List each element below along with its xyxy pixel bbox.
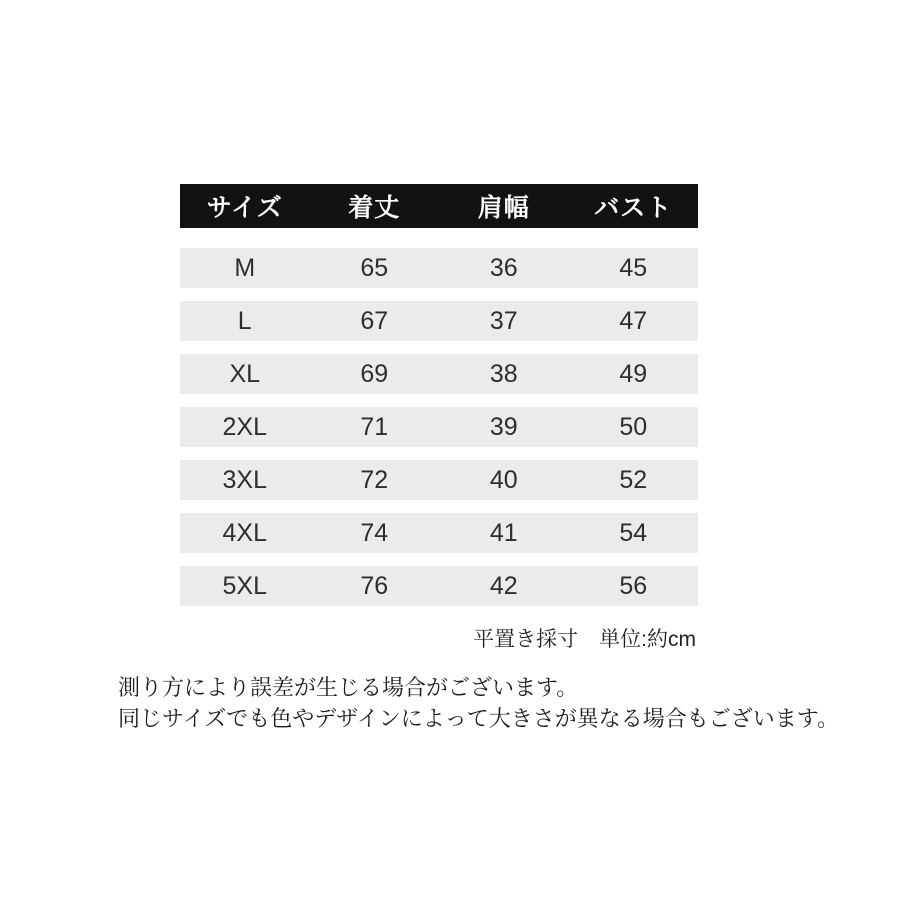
table-row <box>180 301 698 341</box>
disclaimer-text <box>118 672 839 734</box>
column-header-size: サイズ <box>206 194 283 222</box>
cell-size: M <box>234 253 256 282</box>
disclaimer-line-2: 同じサイズでも色やデザインによって大きさが異なる場合もございます。 <box>118 706 839 731</box>
table-row <box>180 460 698 500</box>
cell-length: 65 <box>360 253 389 282</box>
cell-size: L <box>237 306 252 335</box>
cell-size: 2XL <box>222 412 267 441</box>
cell-length: 74 <box>360 518 389 547</box>
size-chart-table <box>180 184 698 653</box>
cell-size: 5XL <box>222 571 267 600</box>
cell-shoulder: 40 <box>489 465 518 494</box>
cell-shoulder: 38 <box>489 359 518 388</box>
cell-shoulder: 42 <box>489 571 518 600</box>
cell-bust: 45 <box>619 253 648 282</box>
cell-length: 72 <box>360 465 389 494</box>
column-header-shoulder: 肩幅 <box>477 194 530 222</box>
column-header-length: 着丈 <box>348 194 401 222</box>
disclaimer-line-1: 測り方により誤差が生じる場合がございます。 <box>118 675 579 700</box>
table-header-row <box>180 184 698 228</box>
cell-bust: 54 <box>619 518 648 547</box>
cell-shoulder: 41 <box>489 518 518 547</box>
column-header-bust: バスト <box>594 194 673 222</box>
measurement-unit-note: 平置き採寸 単位:約cm <box>473 628 696 651</box>
cell-length: 76 <box>360 571 389 600</box>
cell-length: 67 <box>360 306 389 335</box>
cell-size: 3XL <box>222 465 267 494</box>
cell-shoulder: 37 <box>489 306 518 335</box>
cell-length: 69 <box>360 359 389 388</box>
cell-bust: 47 <box>619 306 648 335</box>
cell-bust: 52 <box>619 465 648 494</box>
table-body <box>180 248 698 606</box>
table-row <box>180 354 698 394</box>
table-row <box>180 248 698 288</box>
table-row <box>180 566 698 606</box>
table-row <box>180 513 698 553</box>
cell-bust: 49 <box>619 359 648 388</box>
table-row <box>180 407 698 447</box>
cell-length: 71 <box>360 412 389 441</box>
cell-bust: 56 <box>619 571 648 600</box>
cell-shoulder: 36 <box>489 253 518 282</box>
cell-size: XL <box>229 359 261 388</box>
cell-bust: 50 <box>619 412 648 441</box>
cell-shoulder: 39 <box>489 412 518 441</box>
cell-size: 4XL <box>222 518 267 547</box>
